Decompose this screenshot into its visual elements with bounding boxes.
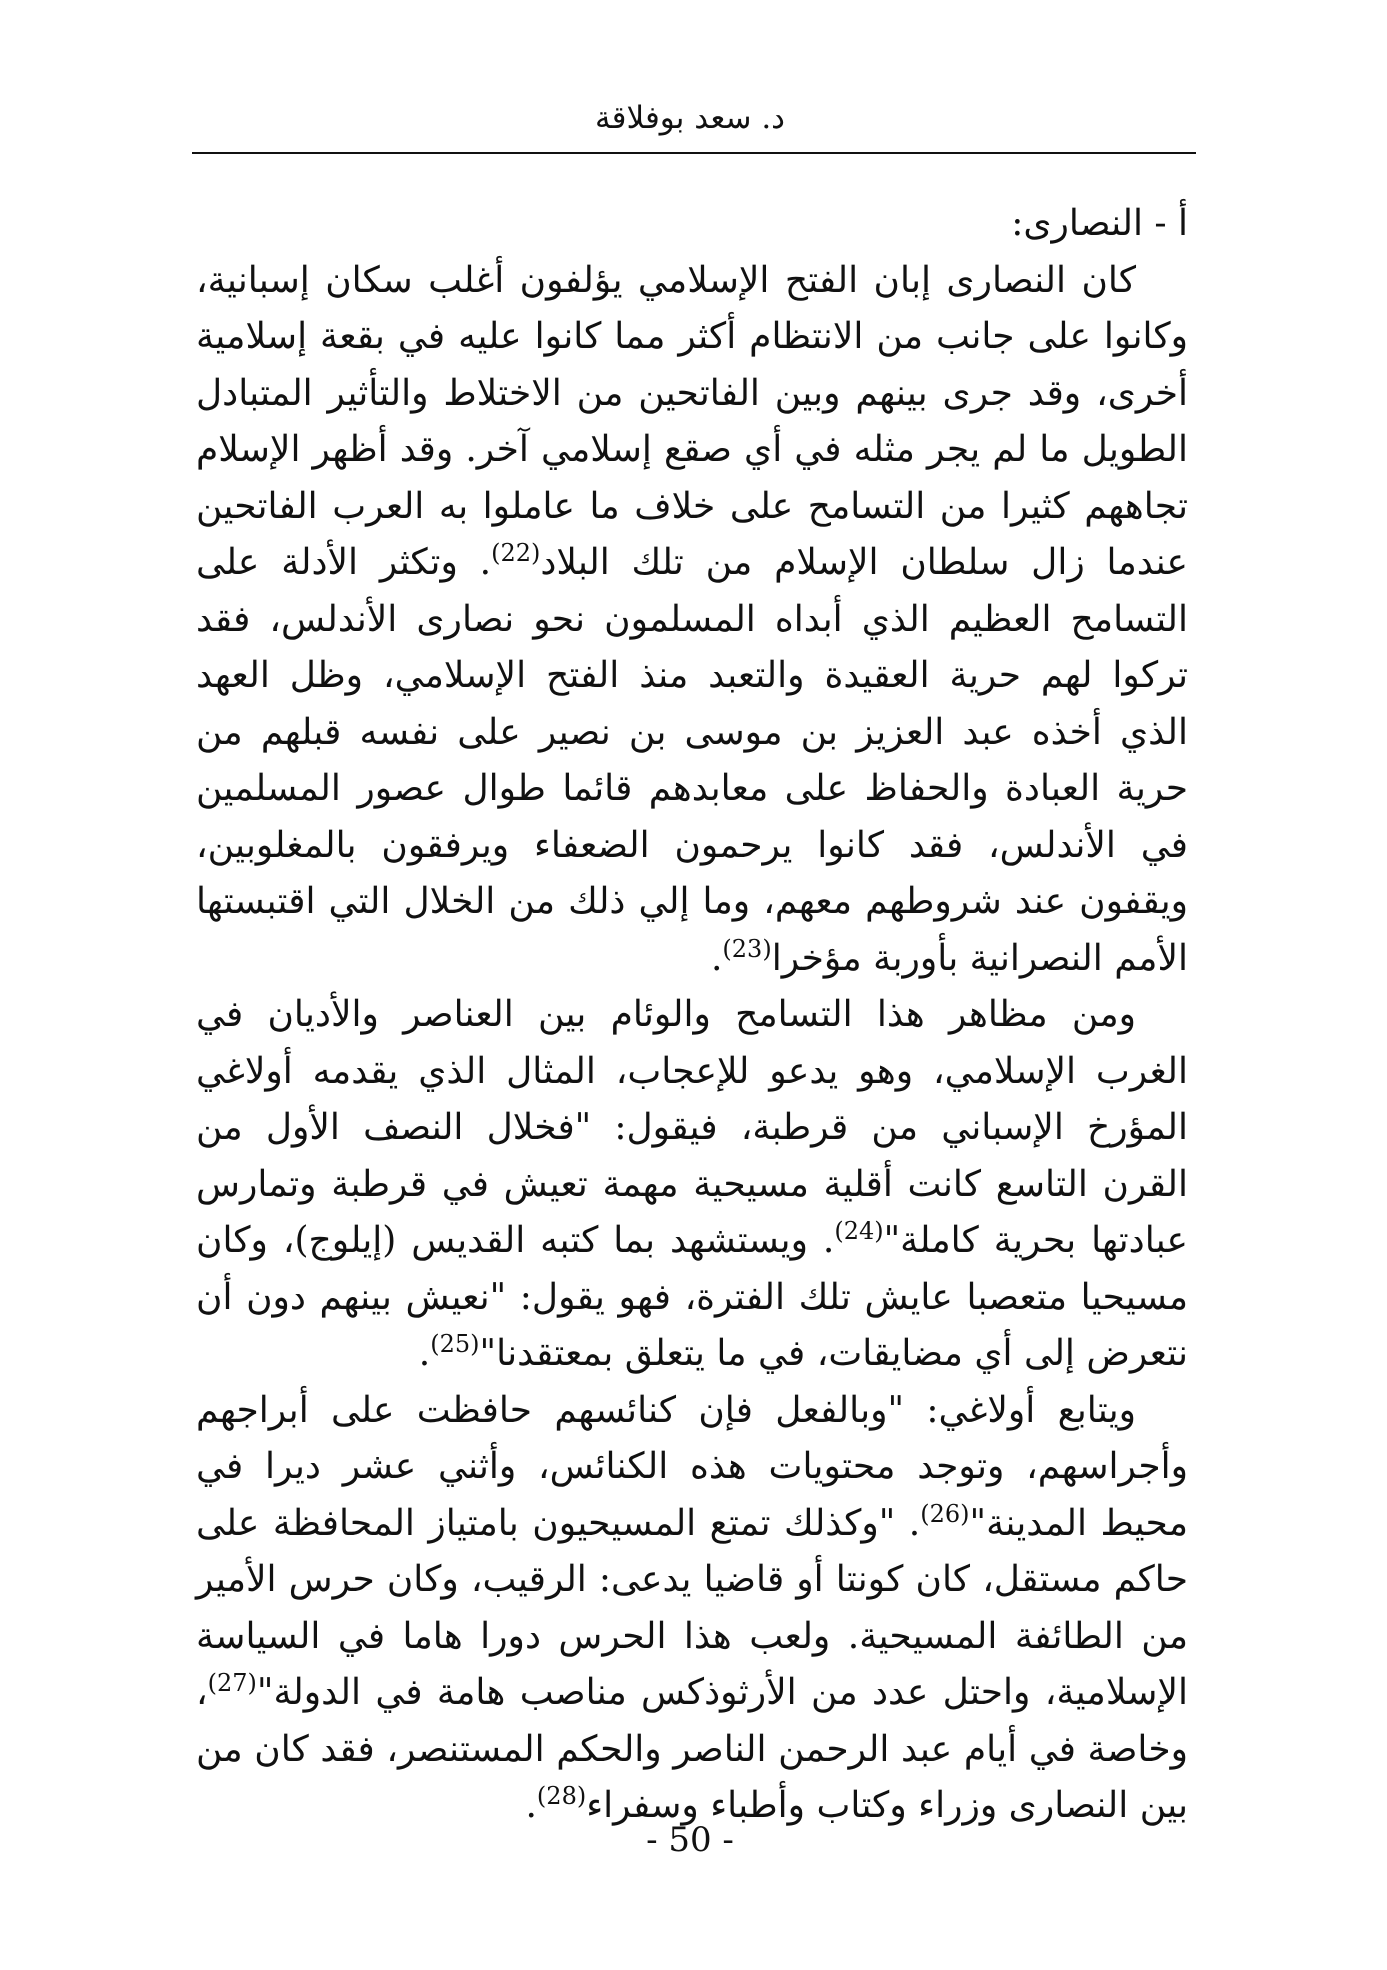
paragraph-text: . [710,937,723,979]
paragraph-text: . [418,1333,431,1374]
footnote-reference: (28) [536,1782,587,1810]
footnote-reference: (24) [834,1217,884,1245]
paragraph-text: ومن مظاهر هذا التسامح والوئام بين العناصر والأديان في الغرب الإسلامي، وهو يدعو للإعجاب، المثال الذي يقدمه أولاغي المؤرخ الإسباني من قرطبة، فيقول: "فخلال النصف الأول من القرن التاسع كانت أقلية مسيحية مهمة تعيش في قرطبة وتمارس عبادتها بحرية كاملة" [196,994,1188,1261]
paragraph-1 [196,253,1188,988]
paragraph-text: كان النصارى إبان الفتح الإسلامي يؤلفون أغلب سكان إسبانية، وكانوا على جانب من الانتظام أكثر مما كانوا عليه في بقعة إسلامية أخرى، وقد جرى بينهم وبين الفاتحين من الاختلاط والتأثير المتبادل الطويل ما لم يجر مثله في أي صقع إسلامي آخر. وقد أظهر الإسلام تجاههم كثيرا من التسامح على خلاف ما عاملوا به العرب الفاتحين عندما زال سلطان الإسلام من تلك البلاد [196,259,1188,583]
running-header-author: د. سعد بوفلاقة [595,100,785,136]
paragraph-text: ويتابع أولاغي: "وبالفعل فإن كنائسهم حافظت على أبراجهم وأجراسهم، وتوجد محتويات هذه الكنائس، وأثني عشر ديرا في محيط المدينة" [196,1389,1189,1544]
paragraph-text: . [525,1785,537,1826]
paragraph-text: ، وخاصة في أيام عبد الرحمن الناصر والحكم المستنصر، فقد كان من بين النصارى وزراء وكتاب وأطباء وسفراء [196,1672,1188,1826]
page-number: - 50 - [646,1820,734,1860]
paragraph-2 [196,987,1188,1383]
footnote-reference: (22) [491,539,541,567]
footnote-reference: (26) [920,1499,970,1528]
section-heading: أ - النصارى: [1011,203,1188,244]
paragraph-3 [196,1383,1188,1835]
footnote-reference: (23) [722,934,772,963]
paragraph-text: . وتكثر الأدلة على التسامح العظيم الذي أبداه المسلمون نحو نصارى الأندلس، فقد تركوا لهم حرية العقيدة والتعبد منذ الفتح الإسلامي، وظل العهد الذي أخذه عبد العزيز بن موسى بن نصير على نفسه قبلهم من حرية العبادة والحفاظ على معابدهم قائما طوال عصور المسلمين في الأندلس، فقد كانوا يرحمون الضعفاء ويرفقون بالمغلوبين، ويقفون عند شروطهم معهم، وما إلي ذلك من الخلال التي اقتبستها الأمم النصرانية بأوربة مؤخرا [196,542,1188,979]
paragraph-text: . "وكذلك تمتع المسيحيون بامتياز المحافظة على حاكم مستقل، كان كونتا أو قاضيا يدعى: الرقيب، وكان حرس الأمير من الطائفة المسيحية. ولعب هذا الحرس دورا هاما في السياسة الإسلامية، واحتل عدد من الأرثوذكس مناصب هامة في الدولة" [196,1502,1188,1713]
footnote-reference: (27) [207,1669,257,1697]
body-text [196,196,1188,1835]
header-rule [192,152,1196,154]
footnote-reference: (25) [430,1330,480,1358]
paragraph-text: . ويستشهد بما كتبه القديس (إيلوج)، وكان مسيحيا متعصبا عايش تلك الفترة، فهو يقول: "نعيش بينهم دون أن نتعرض إلى أي مضايقات، في ما يتعلق بمعتقدنا" [196,1220,1188,1374]
